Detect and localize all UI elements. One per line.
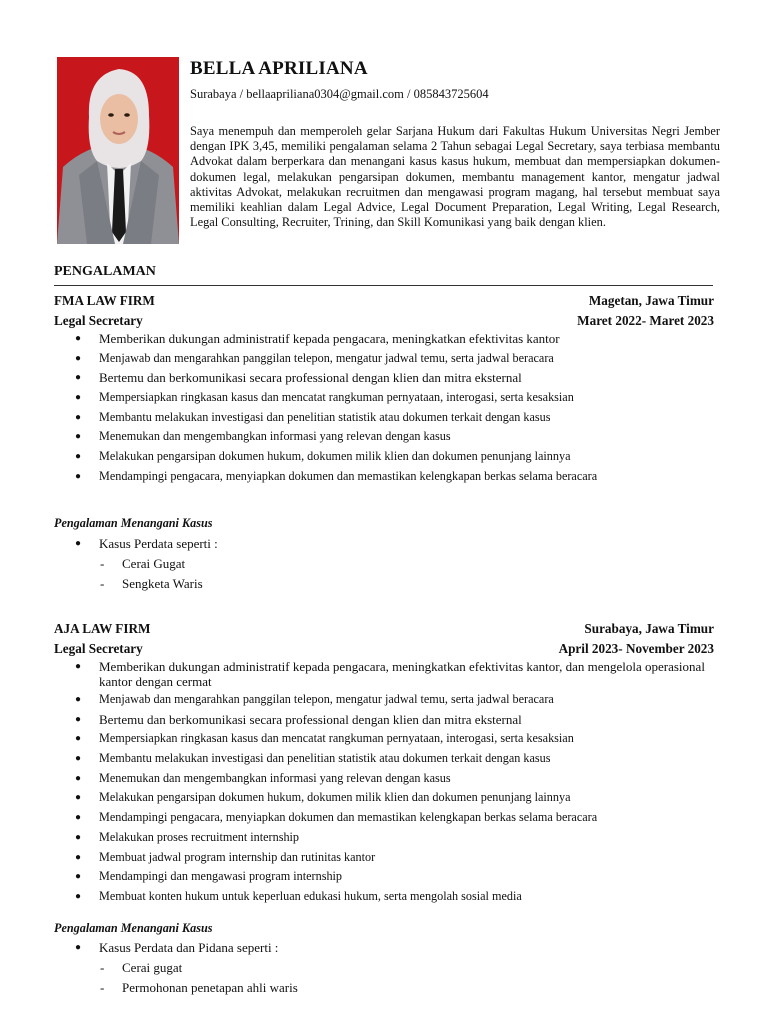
duty-item: ● Menjawab dan mengarahkan panggilan telepon, mengatur jadwal temu, serta jadwal beracara xyxy=(54,351,714,371)
case-item: - Permohonan penetapan ahli waris xyxy=(54,978,714,998)
cases-title: Pengalaman Menangani Kasus xyxy=(54,516,213,530)
case-list xyxy=(54,938,714,998)
duty-item: ● Bertemu dan berkomunikasi secara professional dengan klien dan mitra eksternal xyxy=(54,370,714,390)
section-title-experience: PENGALAMAN xyxy=(54,264,156,279)
duty-item: ● Mempersiapkan ringkasan kasus dan mencatat rangkuman pernyataan, interogasi, serta kesaksian xyxy=(54,731,714,751)
portrait-image xyxy=(57,57,179,244)
contact-info: Surabaya / bellaapriliana0304@gmail.com / 085843725604 xyxy=(190,87,489,101)
duty-item: ● Melakukan pengarsipan dokumen hukum, dokumen milik klien dan dokumen penunjang lainnya xyxy=(54,449,714,469)
job-role: Legal Secretary xyxy=(54,313,143,328)
duty-item: ● Melakukan pengarsipan dokumen hukum, dokumen milik klien dan dokumen penunjang lainnya xyxy=(54,790,714,810)
duty-item: ● Menjawab dan mengarahkan panggilan telepon, mengatur jadwal temu, serta jadwal beracara xyxy=(54,692,714,712)
duty-item: ● Mendampingi pengacara, menyiapkan dokumen dan memastikan kelengkapan berkas selama beracara xyxy=(54,810,714,830)
job-location: Surabaya, Jawa Timur xyxy=(584,621,714,636)
duty-item: ● Membantu melakukan investigasi dan penelitian statistik atau dokumen terkait dengan kasus xyxy=(54,410,714,430)
case-category: ● Kasus Perdata seperti : xyxy=(54,534,714,554)
job-period: Maret 2022- Maret 2023 xyxy=(577,313,714,328)
duty-item: ● Melakukan proses recruitment internship xyxy=(54,830,714,850)
duty-item: ● Membuat konten hukum untuk keperluan edukasi hukum, serta mengolah sosial media xyxy=(54,889,714,909)
job-period: April 2023- November 2023 xyxy=(558,641,714,656)
job-location: Magetan, Jawa Timur xyxy=(588,293,714,308)
duty-item: ● Membantu melakukan investigasi dan penelitian statistik atau dokumen terkait dengan kasus xyxy=(54,751,714,771)
profile-photo xyxy=(57,57,179,244)
duty-list xyxy=(54,331,714,489)
duty-item: ● Mempersiapkan ringkasan kasus dan mencatat rangkuman pernyataan, interogasi, serta kesaksian xyxy=(54,390,714,410)
duty-item: ● Mendampingi dan mengawasi program internship xyxy=(54,869,714,889)
job-subheader xyxy=(54,311,714,331)
duty-item: ● Mendampingi pengacara, menyiapkan dokumen dan memastikan kelengkapan berkas selama beracara xyxy=(54,469,714,489)
job-subheader xyxy=(54,639,714,659)
candidate-name: BELLA APRILIANA xyxy=(190,58,368,79)
duty-item: ● Bertemu dan berkomunikasi secara professional dengan klien dan mitra eksternal xyxy=(54,712,714,732)
duty-item: ● Memberikan dukungan administratif kepada pengacara, meningkatkan efektivitas kantor, dan mengelola operasional kantor dengan cermat xyxy=(54,659,714,692)
case-item: - Cerai Gugat xyxy=(54,554,714,574)
duty-item: ● Membuat jadwal program internship dan rutinitas kantor xyxy=(54,850,714,870)
duty-item: ● Memberikan dukungan administratif kepada pengacara, meningkatkan efektivitas kantor xyxy=(54,331,714,351)
job-role: Legal Secretary xyxy=(54,641,143,656)
case-category: ● Kasus Perdata dan Pidana seperti : xyxy=(54,938,714,958)
case-item: - Cerai gugat xyxy=(54,958,714,978)
job-header xyxy=(54,619,714,639)
firm-name: AJA LAW FIRM xyxy=(54,621,151,636)
job-header xyxy=(54,291,714,311)
duty-item: ● Menemukan dan mengembangkan informasi yang relevan dengan kasus xyxy=(54,429,714,449)
firm-name: FMA LAW FIRM xyxy=(54,293,155,308)
profile-summary: Saya menempuh dan memperoleh gelar Sarjana Hukum dari Fakultas Hukum Universitas Negri Jember dengan IPK 3,45, memiliki pengalaman selama 2 Tahun sebagai Legal Secretary, saya terbiasa membantu Advokat dalam berperkara dan menangani kasus kasus hukum, membuat dan mempersiapkan dokumen-dokumen legal, melakukan pengarsipan dokumen, membantu management kantor, mengatur jadwal aktivitas Advokat, melakukan recruitmen dan mengawasi program magang, hal tersebut membuat saya memiliki keahlian dalam Legal Advice, Legal Document Preparation, Legal Writing, Legal Research, Legal Consulting, Recruiter, Trining, dan Skill Komunikasi yang baik dengan klien. xyxy=(190,124,720,230)
cases-title: Pengalaman Menangani Kasus xyxy=(54,921,213,935)
job-entry xyxy=(54,291,714,489)
duty-item: ● Menemukan dan mengembangkan informasi yang relevan dengan kasus xyxy=(54,771,714,791)
section-divider xyxy=(54,285,713,286)
duty-list xyxy=(54,659,714,909)
job-entry xyxy=(54,619,714,909)
case-list xyxy=(54,534,714,594)
case-item: - Sengketa Waris xyxy=(54,574,714,594)
